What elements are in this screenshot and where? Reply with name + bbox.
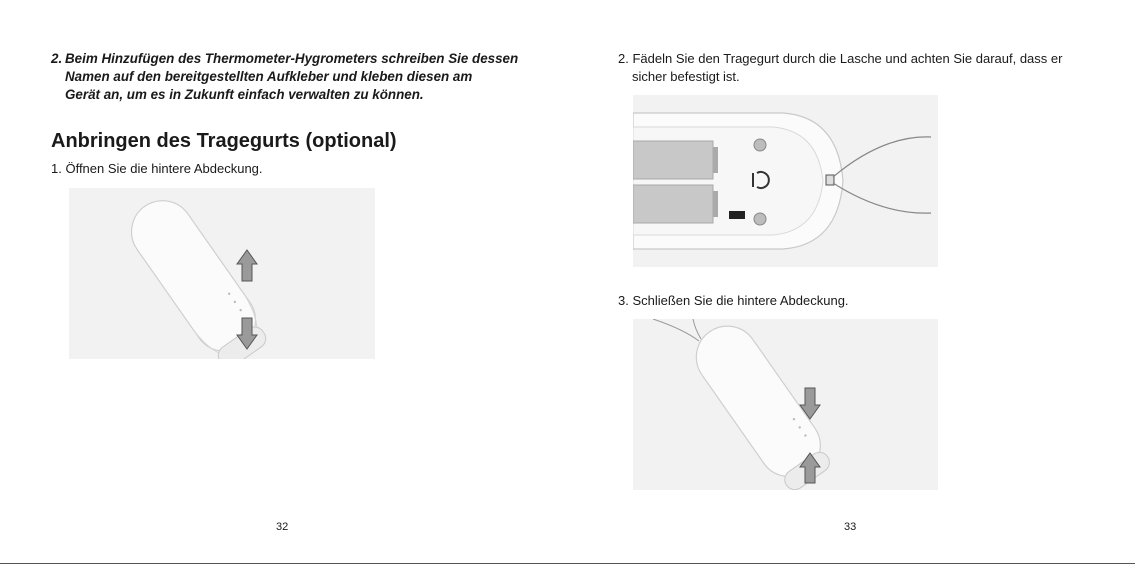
step-thread-strap-line2: sicher befestigt ist. xyxy=(632,69,740,84)
bottom-rule xyxy=(0,563,1135,564)
step-number: 2. xyxy=(51,51,63,66)
figure-thread-strap xyxy=(633,95,938,267)
figure-close-cover xyxy=(633,319,938,490)
figure-open-cover xyxy=(69,188,375,359)
step-thread-strap-line1: 2. Fädeln Sie den Tragegurt durch die Lasche und achten Sie darauf, dass er xyxy=(618,51,1063,66)
sticker-instruction-line2: Namen auf den bereitgestellten Aufkleber und kleben diesen am xyxy=(65,69,473,84)
section-title: Anbringen des Tragegurts (optional) xyxy=(51,130,397,152)
sticker-instruction xyxy=(51,50,541,104)
left-page xyxy=(0,0,567,568)
page-number: 33 xyxy=(844,521,857,533)
sticker-instruction-line3: Gerät an, um es in Zukunft einfach verwalten zu können. xyxy=(65,87,424,102)
battery-compartment-illustration xyxy=(633,95,938,267)
page-number: 32 xyxy=(276,521,289,533)
step-thread-strap xyxy=(618,50,1112,86)
device-open-illustration xyxy=(69,188,375,359)
sticker-instruction-line1 xyxy=(51,50,541,68)
device-close-illustration xyxy=(633,319,938,490)
step-open-cover: 1. Öffnen Sie die hintere Abdeckung. xyxy=(51,161,263,176)
step-close-cover: 3. Schließen Sie die hintere Abdeckung. xyxy=(618,293,849,308)
sticker-text-1: Beim Hinzufügen des Thermometer-Hygrometers schreiben Sie dessen xyxy=(65,51,519,66)
arrow-up-icon xyxy=(237,250,257,281)
right-page xyxy=(567,0,1135,568)
